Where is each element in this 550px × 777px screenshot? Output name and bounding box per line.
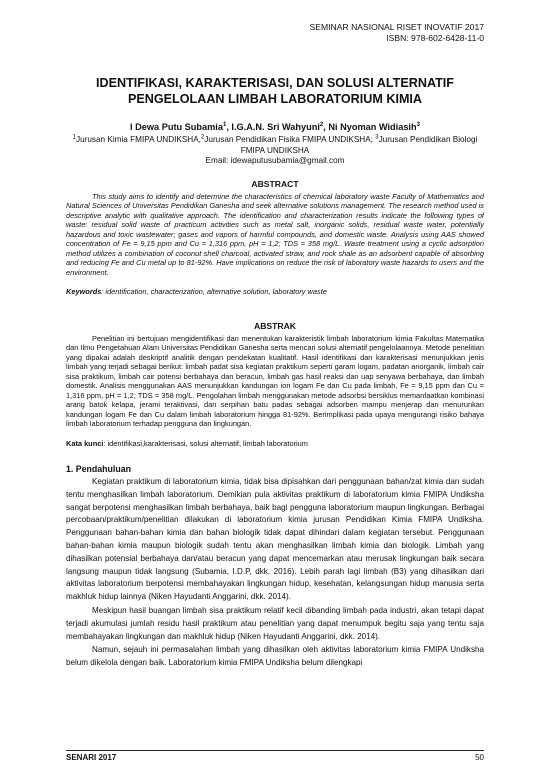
running-header <box>66 22 484 44</box>
footer-conference: SENARI 2017 <box>66 753 117 762</box>
paper-page <box>66 22 484 670</box>
abstract-text: This study aims to identify and determine the characteristics of chemical laboratory waste Faculty of Mathematics and Natural Sciences of Universitas Pendidikan Ganesha and seek alternative solutions management. The research method used is descriptive analytic with qualitative approach. The identification and characterization results indicate the following types of waste: residual solid waste of practicum activities such as metal salt, inorganic solids, residual waste water, potentially hazardous and toxic wastewater; gases and vapors of harmful compounds, and domestic waste. Analysis using AAS showed concentration of Fe = 9,15 ppm and Cu = 1,316 ppm, pH = 1,2; TDS = 358 mg/L. Waste treatment using a cyclic adsorption method utilizes a combination of coconut shell charcoal, activated straw, and rock shale as an adsorbent capable of absorbing and reducing Fe and Cu metal up to 81-92%. Have implications on reduce the risk of laboratory waste hazards to users and the environment. <box>66 191 484 277</box>
section-heading-introduction: 1. Pendahuluan <box>66 464 132 474</box>
affiliation-line2: FMIPA UNDIKSHA <box>240 145 310 155</box>
author-email: Email: idewaputusubamia@gmail.com <box>205 156 345 165</box>
isbn: ISBN: 978-602-6428-11-0 <box>386 33 484 43</box>
kata-kunci: Kata kunci: identifikasi,karakterisasi, solusi alternatif, limbah laboratorium <box>66 438 308 448</box>
body-paragraph: Namun, sejauh ini permasalahan limbah yang dihasilkan oleh aktivitas laboratorium kimia FMIPA Undiksha belum dikelola dengan baik. Laboratorium kimia FMIPA Undiksha belum dilengkapi <box>66 645 484 668</box>
page-number: 50 <box>475 753 484 762</box>
conference-name: SEMINAR NASIONAL RISET INOVATIF 2017 <box>309 22 484 32</box>
abstrak-heading: ABSTRAK <box>253 320 296 331</box>
body-paragraph: Meskipun hasil buangan limbah sisa praktikum relatif kecil dibanding limbah pada industri, akan tetapi dapat terjadi akumulasi jumlah residu hasil praktikum atau penelitian yang dapat menumpuk begitu saja yang tentu saja membahayakan lingkungan dan makhluk hidup (Niken Hayudanti Anggarini, dkk. 2014). <box>66 605 484 641</box>
abstract-english <box>66 179 484 297</box>
abstrak-text: Penelitian ini bertujuan mengidentifikasi dan menentukan karakteristik limbah laboratorium kimia Fakultas Matematika dan Ilmu Pengetahuan Alam Universitas Pendidikan Ganesha serta mencari solusi alternatif pengelolaannya. Metode penelitian yang dipakai adalah deskriptif analitik dengan pendekatan kualitatif. Hasil identifikasi dan karakterisasi menunjukkan jenis limbah yang terjadi sebagai berikut: limbah padat sisa kegiatan praktikum seperti garam logam, padatan anorganik, limbah cair sisa praktikum, limbah cair potensi berbahaya dan beracun, limbah gas hasil reaksi dan uap senyawa berbahaya, dan limbah domestik. Analisis menggunakan AAS menunjukkan kandungan ion logam Fe dan Cu pada limbah, Fe = 9,15 ppm dan Cu = 1,316 ppm, pH = 1,2; TDS = 358 mg/L. Pengolahan limbah menggunakan metode adsorbsi bersiklus memanfaatkan kombinasi arang batok kelapa, jerami teraktivasi, dan serpihan batu padas sebagai adsorben mampu menjerap dan menurunkan kandungan logam Fe dan Cu dalam limbah laboratorium hingga 81-92%. Berimplikasi pada upaya mengurangi risiko bahaya limbah laboratorium terhadap pengguna dan lingkungan. <box>66 333 484 428</box>
author-list: I Dewa Putu Subamia$^1$, I.G.A.N. Sri Wahyuni$^2$, Ni Nyoman Widiasih$^3$ <box>130 121 420 132</box>
affiliations: $^1$Jurusan Kimia FMIPA UNDIKSHA,$^2$Jurusan Pendidikan Fisika FMIPA UNDIKSHA; $^3$Jurusan Pendidikan Biologi <box>72 134 478 144</box>
page-footer <box>66 750 484 763</box>
paper-title: IDENTIFIKASI, KARAKTERISASI, DAN SOLUSI ALTERNATIF PENGELOLAAN LIMBAH LABORATORIUM KIMIA <box>96 76 454 106</box>
keywords: Keywords: identification, characterization, alternative solution, laboratory waste <box>66 287 327 296</box>
abstract-indonesian <box>66 321 484 449</box>
body-paragraph: Kegiatan praktikum di laboratorium kimia, tidak bisa dipisahkan dari penggunaan bahan/zat kimia dan sudah tentu menghasilkan limbah laboratorium. Demikian pula aktivitas praktikum di laboratorium kimia FMIPA Undiksha sangat berpotensi menghasilkan limbah berbahaya, baik bagi pengguna laboratorium maupun lingkungan. Berbagai percobaan/praktikum/penelitian dilakukan di laboratorium kimia jurusan Pendidikan Kimia FMIPA Undiksha. Penggunaan bahan-bahan kimia dan bahan biologik tidak dapat dihindari dalam kegiatan tersebut. Penggunaan bahan-bahan kimia maupun biologik sudah tentu akan menghasilkan limbah kimia dan biologik. Limbah yang dihasilkan potensial berbahaya dan/atau beracun yang dapat mencemarkan atau merusak lingkungan baik secara langsung maupun tidak langsung (Subamia, I.D.P, dkk. 2016). Lebih parah lagi limbah (B3) yang dihasilkan dari aktivitas laboratorium berpotensi membahayakan lingkungan hidup, kesehatan, kelangsungan hidup manusia serta makhluk hidup lainnya (Niken Hayudanti Anggarini, dkk. 2014). <box>66 477 484 602</box>
abstract-heading: ABSTRACT <box>251 178 299 189</box>
